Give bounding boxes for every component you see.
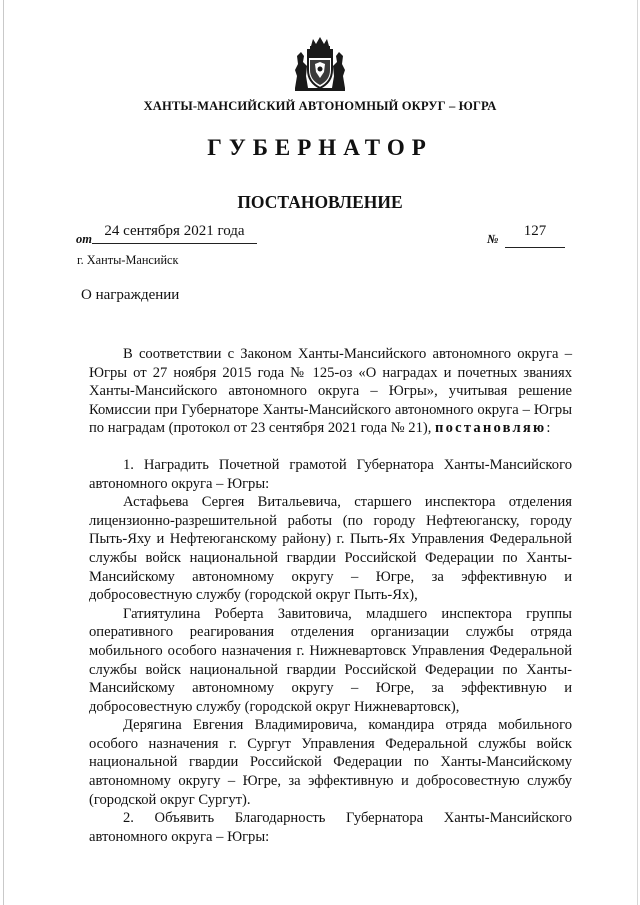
decree-body	[89, 345, 572, 846]
authority-title: ГУБЕРНАТОР	[207, 135, 433, 160]
preamble-text: В соответствии с Законом Ханты-Мансийского автономного округа – Югры от 27 ноября 2015 года № 125-оз «О наградах и почетных званиях Ханты-Мансийского автономного округа – Югры», учитывая решение Комиссии при Губернаторе Ханты-Мансийского автономного округа – Югры по наградам (протокол от 23 сентября 2021 года № 21),	[89, 346, 572, 437]
item-2-paragraph: 2. Объявить Благодарность Губернатора Ханты-Мансийского автономного округа – Югры:	[89, 810, 572, 845]
item-1-paragraph: 1. Наградить Почетной грамотой Губернатора Ханты-Мансийского автономного округа – Югры:	[89, 456, 572, 492]
decree-date: 24 сентября 2021 года	[104, 223, 245, 239]
decree-number: 127	[523, 223, 547, 239]
awardee-paragraph-3: Дерягина Евгения Владимировича, командира отряда мобильного особого назначения г. Сургут Управления Федеральной службы войск национальной гвардии Российской Федерации по Ханты-Мансийскому автономному округу – Югре, за эффективную и добросовестную службу (городской округ Сургут).	[89, 717, 572, 808]
date-underline	[92, 243, 257, 244]
date-label: от	[76, 232, 92, 246]
region-title: ХАНТЫ-МАНСИЙСКИЙ АВТОНОМНЫЙ ОКРУГ – ЮГРА	[143, 99, 497, 113]
number-label: №	[487, 232, 499, 246]
decree-subject: О награждении	[81, 287, 180, 303]
decree-word: постановляю	[435, 420, 547, 437]
issue-city: г. Ханты-Мансийск	[77, 253, 179, 267]
preamble-paragraph	[89, 345, 572, 438]
awardee-paragraph-1: Астафьева Сергея Витальевича, старшего инспектора отделения лицензионно-разрешительной работы (по городу Нефтеюганску, городу Пыть-Яху и Нефтеюганскому району) г. Пыть-Ях Управления Федеральной службы войск национальной гвардии Российской Федерации по Ханты-Мансийскому автономному округу – Югре, за эффективную и добросовестную службу (городской округ Пыть-Ях),	[89, 494, 572, 604]
coat-of-arms-icon	[291, 36, 349, 94]
number-underline	[505, 247, 565, 248]
decree-colon: :	[546, 420, 551, 437]
document-type-title: ПОСТАНОВЛЕНИЕ	[237, 192, 403, 212]
awardee-paragraph-2: Гатиятулина Роберта Завитовича, младшего инспектора группы оперативного реагирования отделения организации службы отряда мобильного особого назначения г. Нижневартовск Управления Федеральной службы войск национальной гвардии Российской Федерации по Ханты-Мансийскому автономному округу – Югре, за эффективную и добросовестную службу (городской округ Нижневартовск),	[89, 605, 572, 715]
